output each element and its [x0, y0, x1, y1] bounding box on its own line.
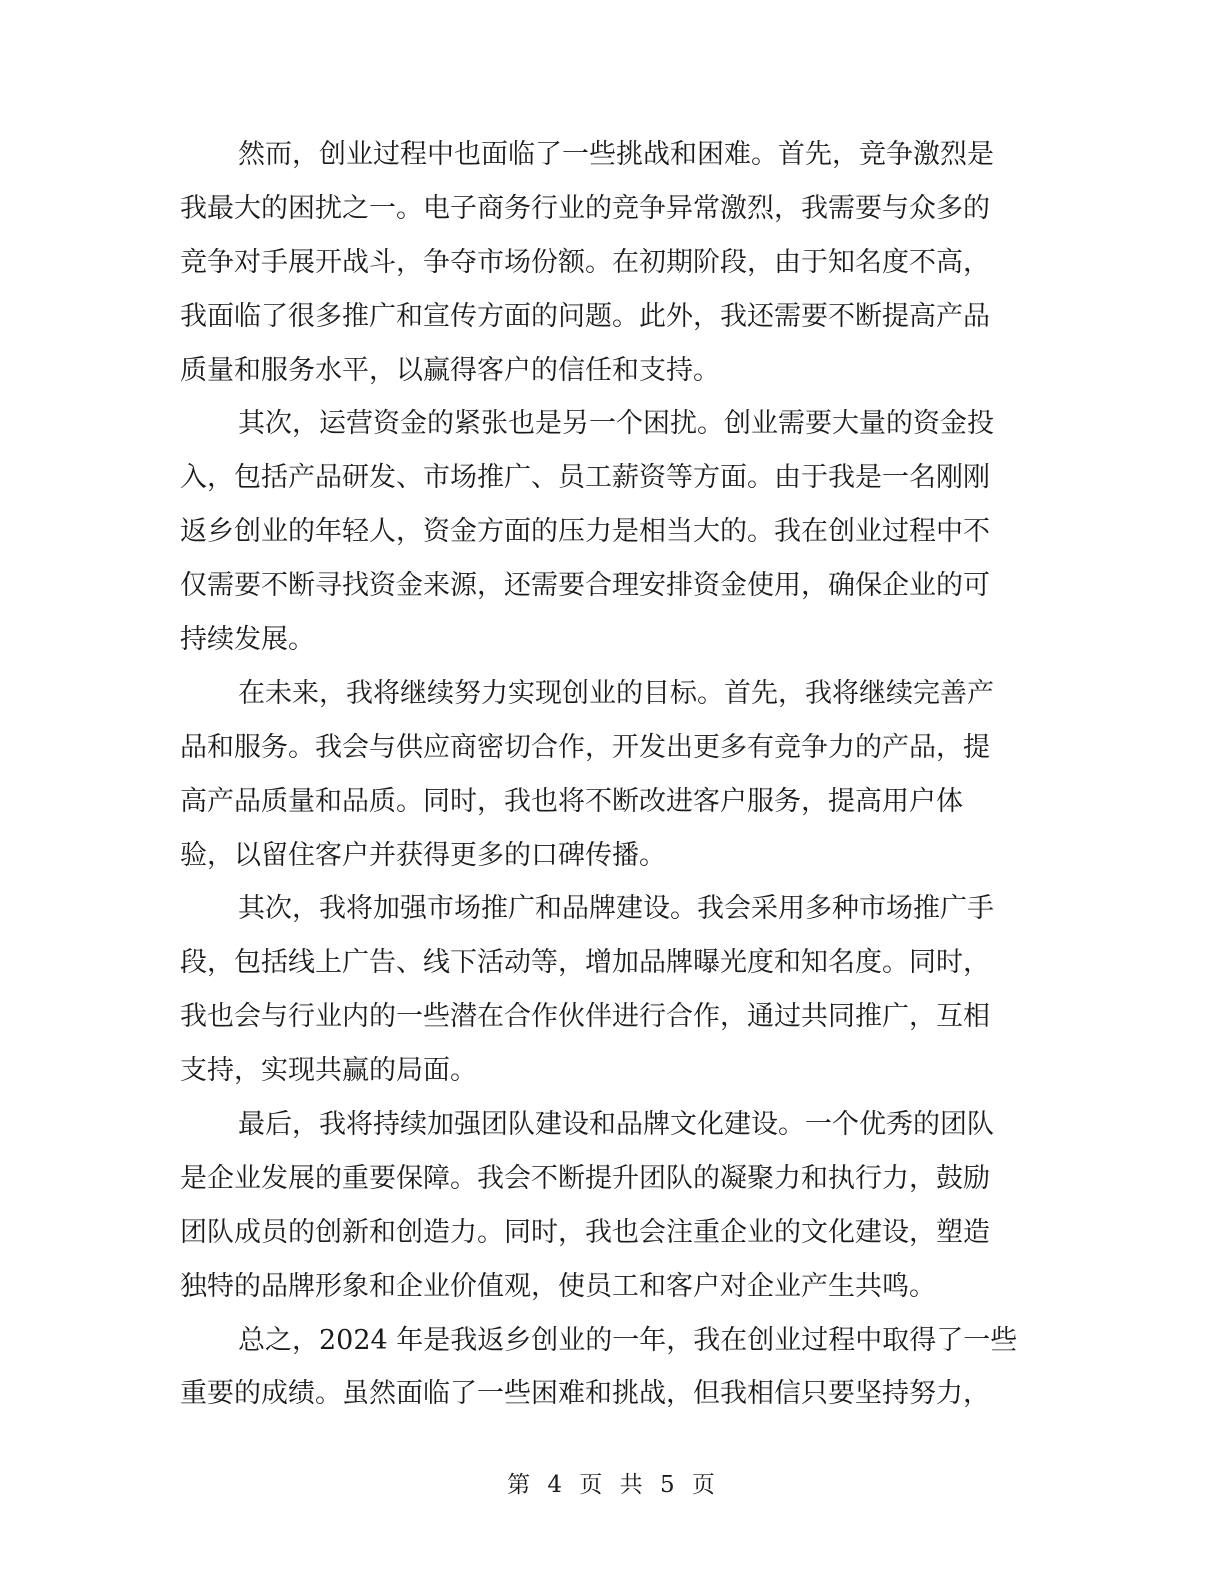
text-line: 在未来，我将继续努力实现创业的目标。首先，我将继续完善产: [238, 677, 994, 709]
text-line: 其次，我将加强市场推广和品牌建设。我会采用多种市场推广手: [238, 893, 994, 925]
text-line: 最后，我将持续加强团队建设和品牌文化建设。一个优秀的团队: [238, 1109, 994, 1141]
text-line: 品和服务。我会与供应商密切合作，开发出更多有竞争力的产品，提: [180, 731, 990, 763]
text-line: 验，以留住客户并获得更多的口碑传播。: [180, 839, 666, 871]
text-line: 返乡创业的年轻人，资金方面的压力是相当大的。我在创业过程中不: [180, 516, 990, 548]
text-line: 高产品质量和品质。同时，我也将不断改进客户服务，提高用户体: [180, 785, 963, 817]
text-line: 仅需要不断寻找资金来源，还需要合理安排资金使用，确保企业的可: [180, 570, 990, 602]
text-line: 持续发展。: [180, 624, 315, 656]
text-line: 段，包括线上广告、线下活动等，增加品牌曝光度和知名度。同时，: [180, 947, 990, 979]
text-line: 重要的成绩。虽然面临了一些困难和挑战，但我相信只要坚持努力，: [180, 1378, 990, 1410]
text-line: 团队成员的创新和创造力。同时，我也会注重企业的文化建设，塑造: [180, 1216, 990, 1248]
text-line: 我面临了很多推广和宣传方面的问题。此外，我还需要不断提高产品: [180, 300, 990, 332]
text-line: 然而，创业过程中也面临了一些挑战和困难。首先，竞争激烈是: [238, 139, 994, 170]
text-line: 独特的品牌形象和企业价值观，使员工和客户对企业产生共鸣。: [180, 1270, 936, 1302]
document-body: [180, 128, 1022, 1421]
text-line: 质量和服务水平，以赢得客户的信任和支持。: [180, 354, 720, 386]
text-line: 我也会与行业内的一些潜在合作伙伴进行合作，通过共同推广，互相: [180, 1001, 990, 1033]
text-line: 我最大的困扰之一。电子商务行业的竞争异常激烈，我需要与众多的: [180, 192, 990, 224]
text-line: 入，包括产品研发、市场推广、员工薪资等方面。由于我是一名刚刚: [180, 462, 990, 494]
text-line: 支持，实现共赢的局面。: [180, 1055, 477, 1087]
text-line: 总之，2024 年是我返乡创业的一年，我在创业过程中取得了一些: [238, 1324, 1018, 1356]
text-line: 是企业发展的重要保障。我会不断提升团队的凝聚力和执行力，鼓励: [180, 1162, 990, 1194]
text-line: 竞争对手展开战斗，争夺市场份额。在初期阶段，由于知名度不高，: [180, 246, 990, 278]
page-number-footer: 第 4 页 共 5 页: [507, 1472, 717, 1498]
text-line: 其次，运营资金的紧张也是另一个困扰。创业需要大量的资金投: [238, 408, 994, 440]
